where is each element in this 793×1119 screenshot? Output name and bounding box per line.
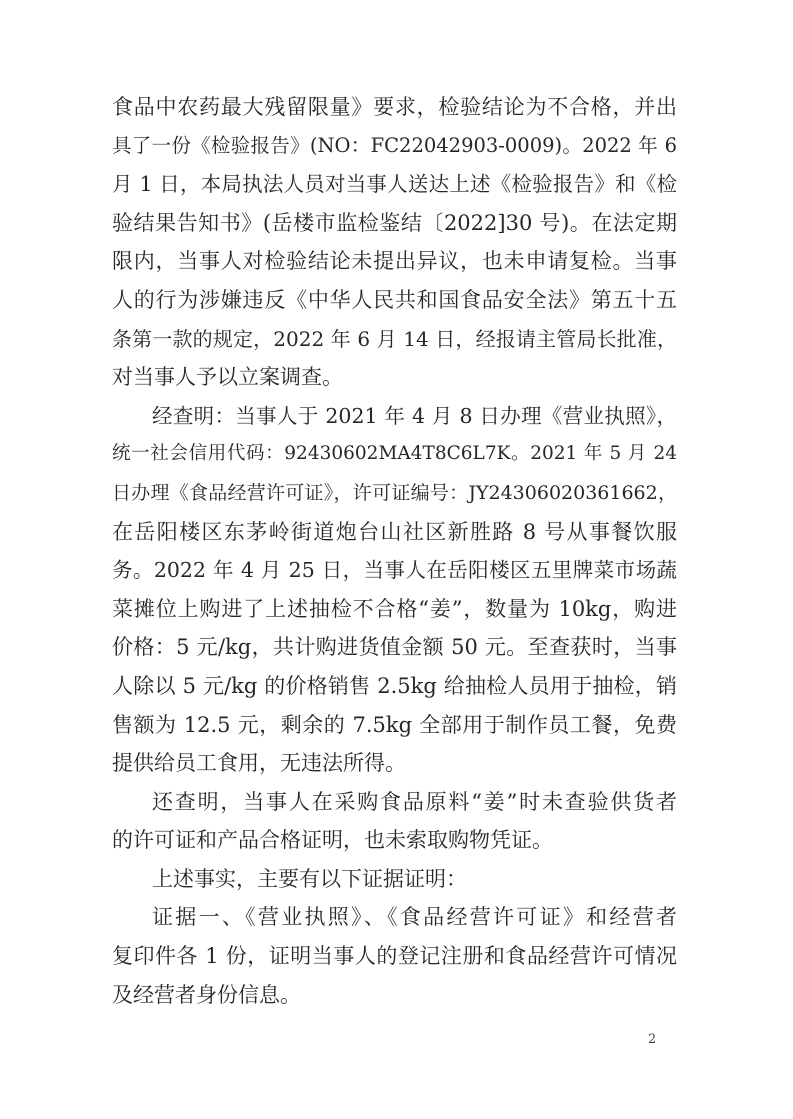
- text-line: 证据一、《营业执照》、《食品经营许可证》和经营者: [152, 905, 677, 930]
- text-line: 的许可证和产品合格证明，也未索取购物凭证。: [112, 828, 553, 853]
- text-line: 售额为 12.5 元，剩余的 7.5kg 全部用于制作员工餐，免费: [112, 712, 677, 737]
- text-line: 人除以 5 元/kg 的价格销售 2.5kg 给抽检人员用于抽检，销: [112, 673, 677, 698]
- text-line: 菜摊位上购进了上述抽检不合格“姜”，数量为 10kg，购进: [112, 596, 677, 621]
- text-line: 还查明，当事人在采购食品原料“姜”时未查验供货者: [152, 789, 677, 814]
- text-line: 对当事人予以立案调查。: [112, 365, 343, 390]
- text-line: 经查明：当事人于 2021 年 4 月 8 日办理《营业执照》，: [152, 403, 677, 428]
- text-line: 具了一份《检验报告》(NO：FC22042903-0009)。2022 年 6: [112, 133, 677, 157]
- text-line: 条第一款的规定，2022 年 6 月 14 日，经报请主管局长批准，: [112, 326, 677, 351]
- text-line: 人的行为涉嫌违反《中华人民共和国食品安全法》第五十五: [112, 287, 677, 312]
- text-line: 提供给员工食用，无违法所得。: [112, 751, 406, 776]
- text-line: 上述事实，主要有以下证据证明：: [152, 866, 467, 891]
- text-line: 复印件各 1 份，证明当事人的登记注册和食品经营许可情况: [112, 944, 677, 969]
- text-line: 在岳阳楼区东茅岭街道炮台山社区新胜路 8 号从事餐饮服: [112, 519, 677, 544]
- text-line: 日办理《食品经营许可证》，许可证编号：JY24306020361662，: [112, 481, 677, 504]
- text-line: 及经营者身份信息。: [112, 982, 301, 1007]
- text-line: 限内，当事人对检验结论未提出异议，也未申请复检。当事: [112, 249, 677, 274]
- text-line: 统一社会信用代码：92430602MA4T8C6L7K。2021 年 5 月 24: [112, 443, 677, 465]
- text-line: 月 1 日，本局执法人员对当事人送达上述《检验报告》和《检: [112, 172, 677, 197]
- text-line: 价格：5 元/kg，共计购进货值金额 50 元。至查获时，当事: [112, 635, 677, 660]
- text-line: 务。2022 年 4 月 25 日，当事人在岳阳楼区五里牌菜市场蔬: [112, 558, 677, 583]
- document-body: [112, 88, 677, 1014]
- text-line: 食品中农药最大残留限量》要求，检验结论为不合格，并出: [112, 95, 677, 119]
- page-number: 2: [648, 1032, 657, 1047]
- text-line: 验结果告知书》(岳楼市监检鉴结〔2022]30 号)。在法定期: [112, 210, 677, 235]
